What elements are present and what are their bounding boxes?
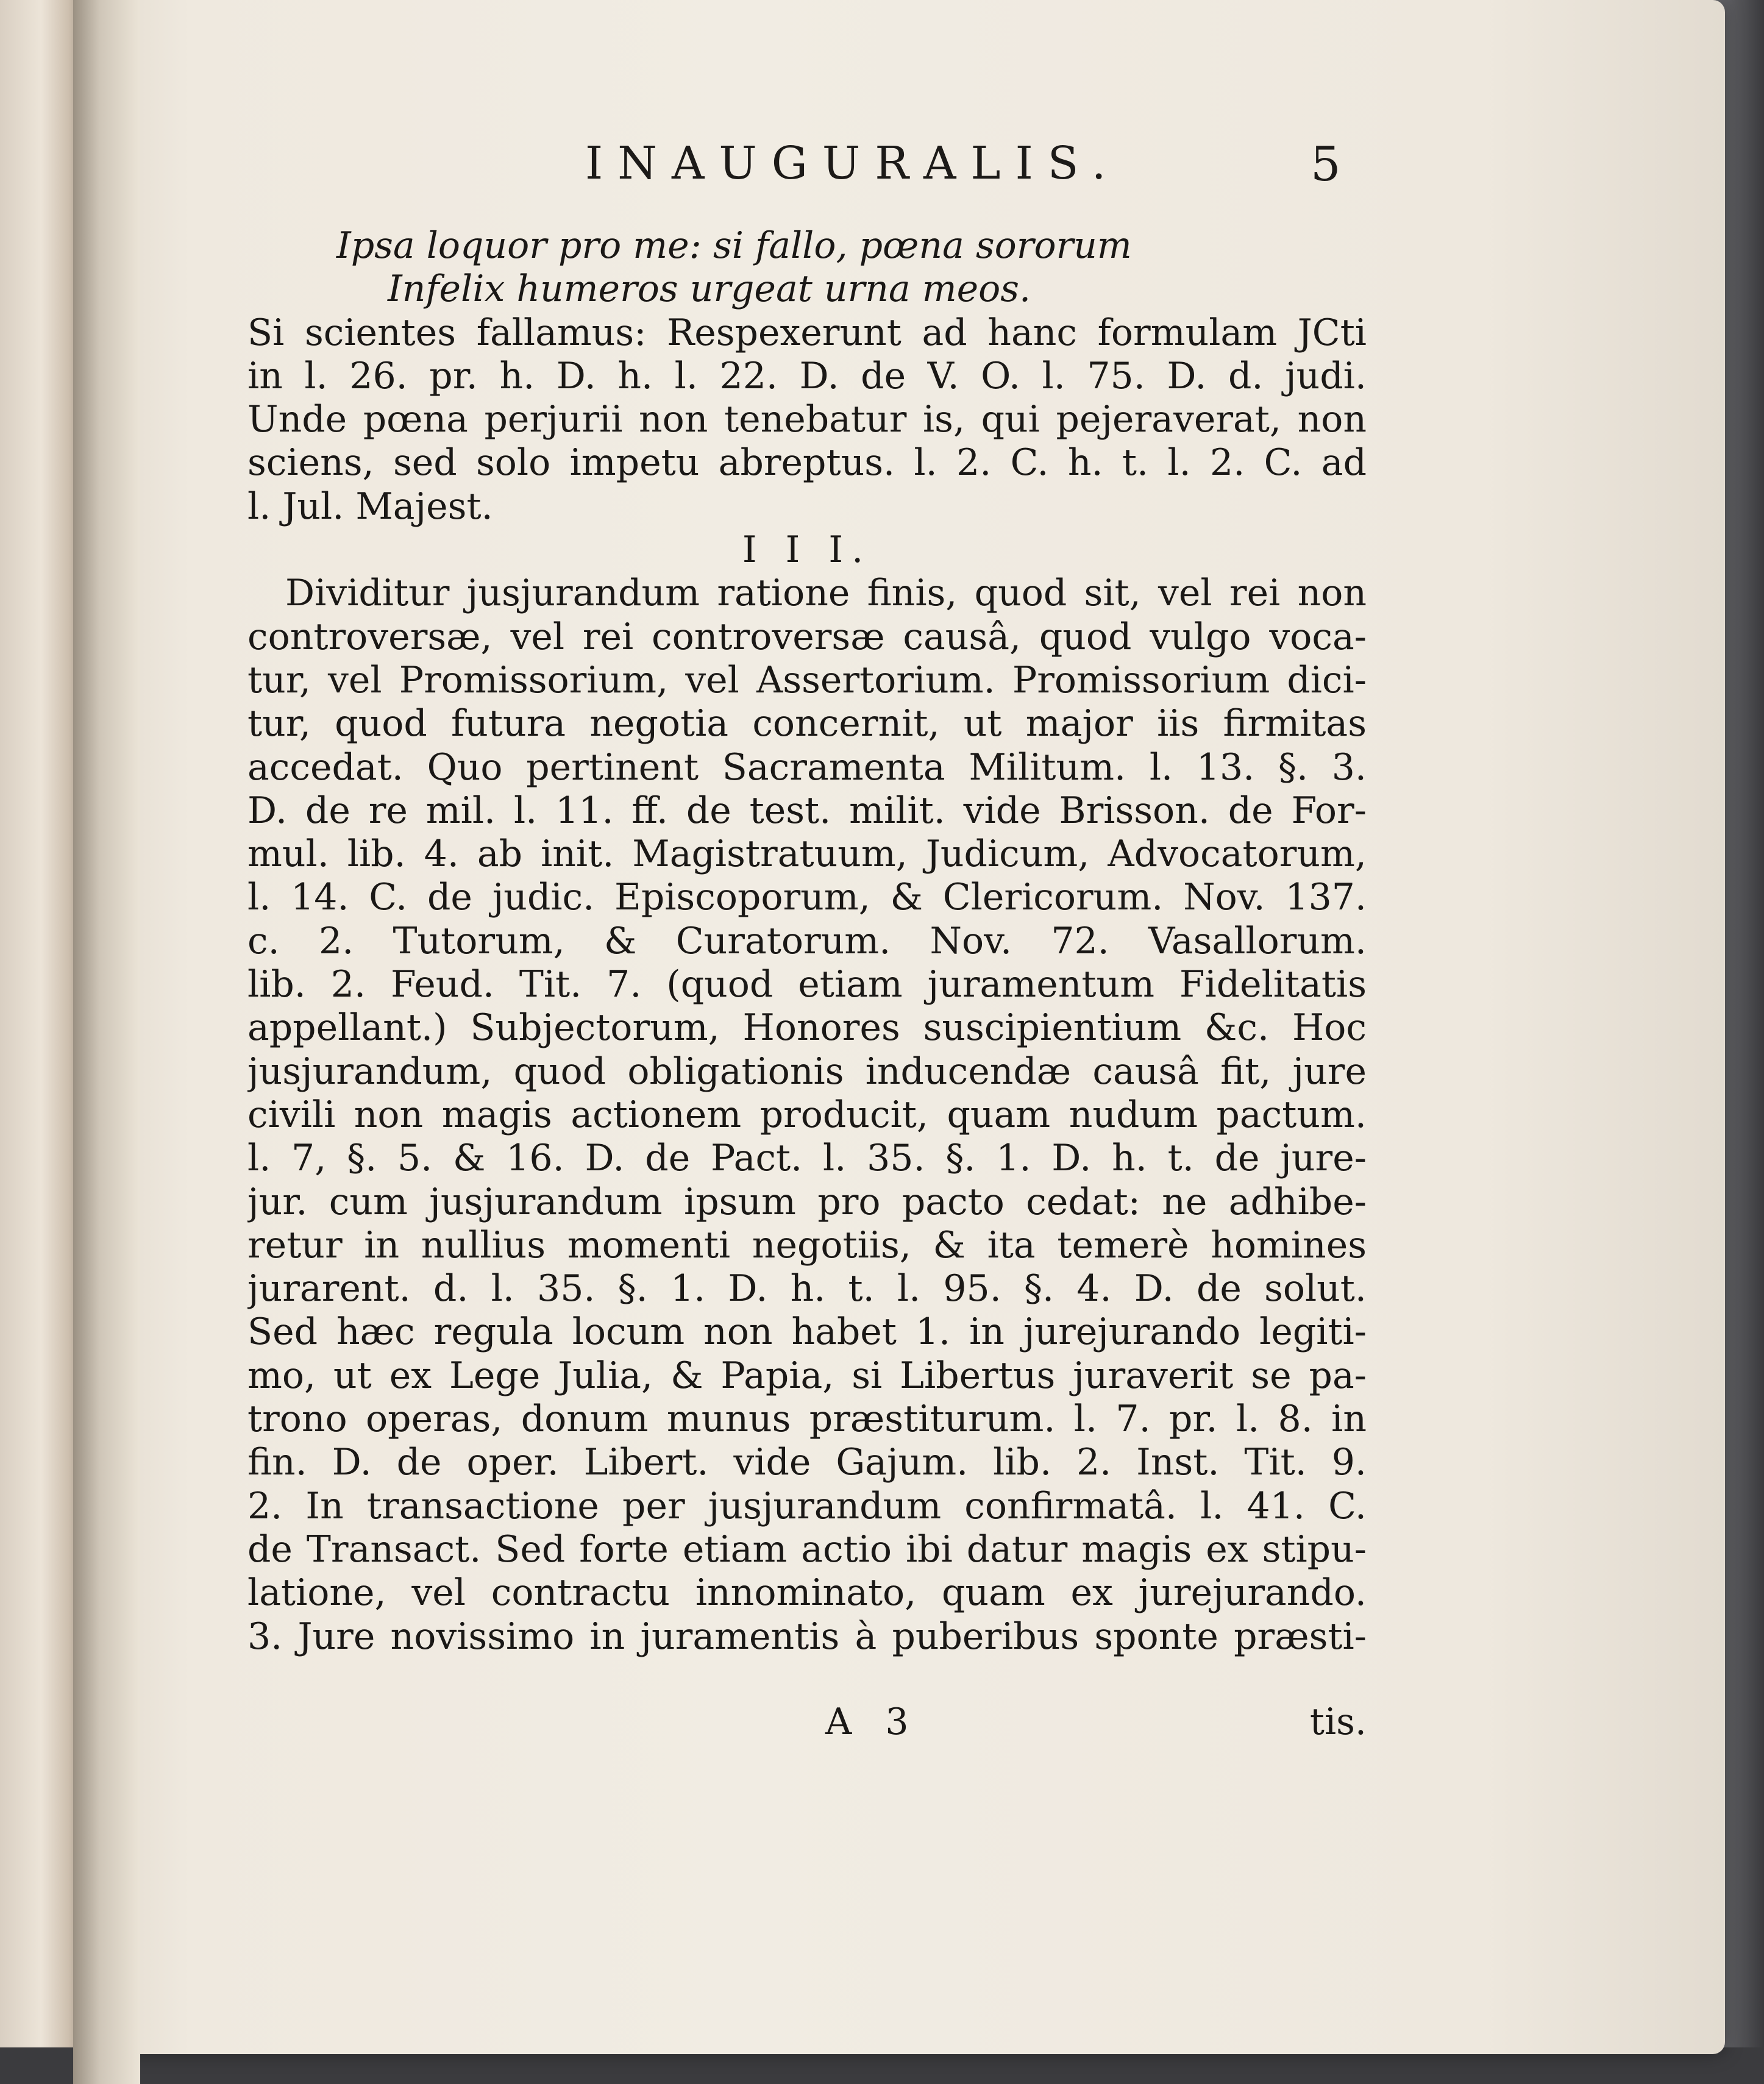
text-line: mul. lib. 4. ab init. Magistratuum, Judicum, Advocatorum,	[247, 833, 1367, 876]
text-line: in l. 26. pr. h. D. h. l. 22. D. de V. O. l. 75. D. d. judi.	[247, 354, 1367, 397]
text-line: l. 7, §. 5. & 16. D. de Pact. l. 35. §. 1. D. h. t. de jure-	[247, 1137, 1367, 1180]
text-line: lib. 2. Feud. Tit. 7. (quod etiam juramentum Fidelitatis	[247, 963, 1367, 1006]
text-line: jurarent. d. l. 35. §. 1. D. h. t. l. 95. §. 4. D. de solut.	[247, 1267, 1367, 1311]
text-line: tur, quod futura negotia concernit, ut major iis firmitas	[247, 702, 1367, 745]
text-line: accedat. Quo pertinent Sacramenta Militum. l. 13. §. 3.	[247, 745, 1367, 789]
text-line: 2. In transactione per jusjurandum confirmatâ. l. 41. C.	[247, 1484, 1367, 1527]
text-line: Unde pœna perjurii non tenebatur is, qui pejeraverat, non	[247, 398, 1367, 441]
text-line: appellant.) Subjectorum, Honores suscipientium &c. Hoc	[247, 1006, 1367, 1050]
text-line: Sed hæc regula locum non habet 1. in jurejurando legiti-	[247, 1311, 1367, 1354]
text-line: jusjurandum, quod obligationis inducendæ causâ fit, jure	[247, 1050, 1367, 1093]
signature-mark: A 3	[825, 1701, 920, 1743]
text-line: retur in nullius momenti negotiis, & ita temerè homines	[247, 1223, 1367, 1267]
text-line: l. 14. C. de judic. Episcoporum, & Clericorum. Nov. 137.	[247, 876, 1367, 919]
book-gutter	[73, 0, 140, 2084]
page-footer	[247, 1701, 1367, 1744]
text-line: D. de re mil. l. 11. ff. de test. milit. vide Brisson. de For-	[247, 789, 1367, 832]
catchword: tis.	[1309, 1701, 1367, 1743]
text-line: trono operas, donum munus præstiturum. l. 7. pr. l. 8. in	[247, 1398, 1367, 1441]
text-line: de Transact. Sed forte etiam actio ibi datur magis ex stipu-	[247, 1527, 1367, 1571]
verse-line-1: Ipsa loquor pro me: si fallo, pœna sororum	[336, 224, 1132, 267]
verse-line-2: Infelix humeros urgeat urna meos.	[388, 268, 1031, 311]
body-text	[247, 224, 1367, 1659]
page-number: 5	[1311, 137, 1341, 192]
text-line: Si scientes fallamus: Respexerunt ad hanc formulam JCti	[247, 311, 1367, 354]
text-line: fin. D. de oper. Libert. vide Gajum. lib. 2. Inst. Tit. 9.	[247, 1441, 1367, 1484]
text-line: sciens, sed solo impetu abreptus. l. 2. C. h. t. l. 2. C. ad	[247, 441, 1367, 485]
text-line: 3. Jure novissimo in juramentis à puberibus sponte præsti-	[247, 1615, 1367, 1658]
text-line: latione, vel contractu innominato, quam ex jurejurando.	[247, 1571, 1367, 1615]
text-line: jur. cum jusjurandum ipsum pro pacto cedat: ne adhibe-	[247, 1180, 1367, 1223]
text-line: civili non magis actionem producit, quam nudum pactum.	[247, 1093, 1367, 1136]
page-header	[91, 137, 1725, 204]
text-line: c. 2. Tutorum, & Curatorum. Nov. 72. Vasallorum.	[247, 919, 1367, 962]
text-line: l. Jul. Majest.	[247, 485, 493, 528]
section-heading: I I I.	[742, 528, 872, 572]
text-line: controversæ, vel rei controversæ causâ, quod vulgo voca-	[247, 615, 1367, 658]
text-line: tur, vel Promissorium, vel Assertorium. Promissorium dici-	[247, 658, 1367, 702]
running-title: INAUGURALIS.	[585, 137, 1121, 190]
text-line: Dividitur jusjurandum ratione finis, quod sit, vel rei non	[285, 572, 1367, 615]
text-line: mo, ut ex Lege Julia, & Papia, si Libertus juraverit se pa-	[247, 1354, 1367, 1397]
